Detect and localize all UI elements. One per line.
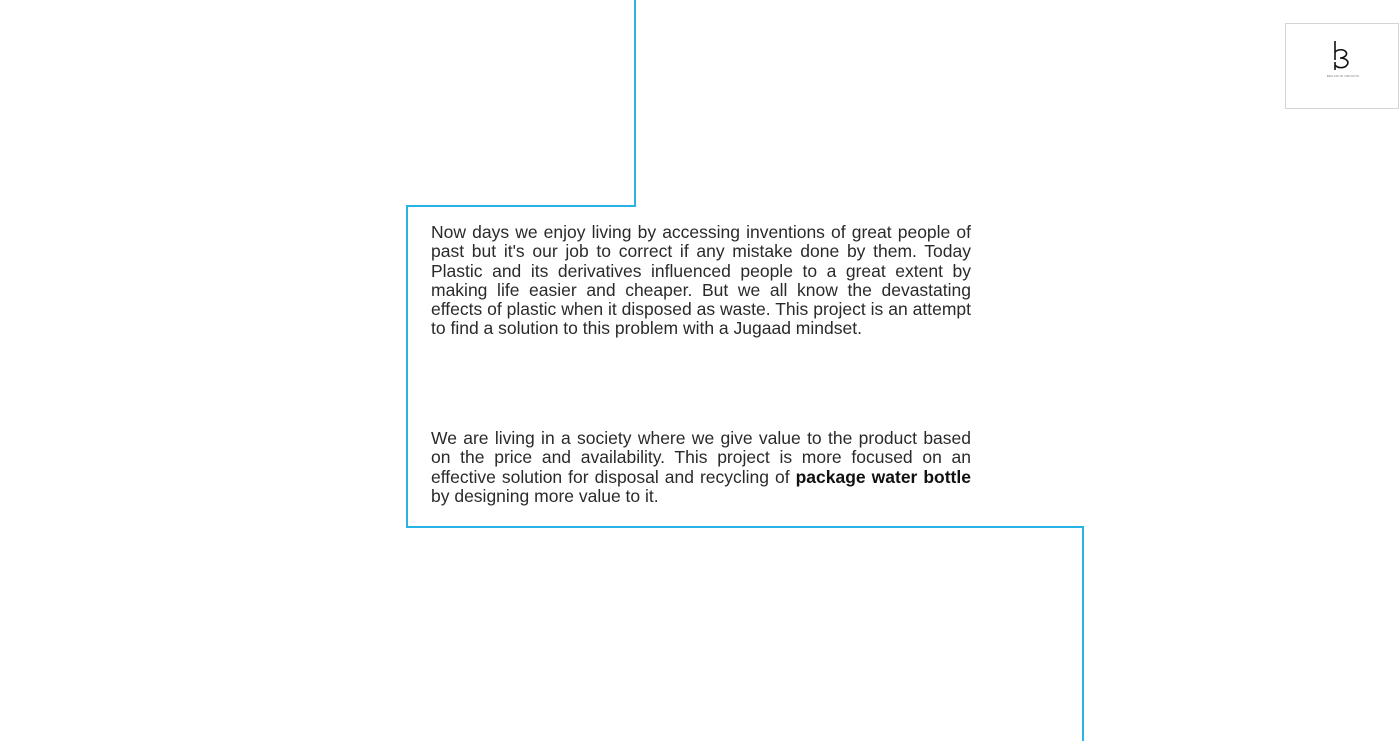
paragraph-2-emphasis: package water bottle — [795, 466, 971, 487]
frame-line-bottom-horizontal — [406, 526, 1084, 528]
frame-line-left-vertical — [406, 205, 408, 527]
frame-line-top-vertical — [634, 0, 636, 206]
intro-paragraph-1: Now days we enjoy living by accessing inventions of great people of past but it's our job to correct if any mistake done by them. Today Plastic and its derivatives influenced people to a great extent by making life easier and cheaper. But we all know the devastating effects of plastic when it disposed as waste. This project is an attempt to find a solution to this problem with a Jugaad mindset. — [431, 222, 971, 339]
paragraph-2-text-start: We are living in a society where we give value to the product based on the price and availability. This project is more focused on an effective solution for disposal and recycling of — [431, 428, 971, 487]
frame-line-top-horizontal — [406, 205, 636, 207]
frame-line-right-vertical — [1082, 526, 1084, 741]
paragraph-2-text-end: by designing more value to it. — [431, 485, 659, 506]
intro-paragraph-2 — [431, 429, 971, 506]
b-monogram-icon — [1330, 40, 1356, 72]
logo-tagline: BEKAPUR ORIGINS — [1326, 74, 1360, 78]
logo-box[interactable] — [1285, 23, 1399, 109]
